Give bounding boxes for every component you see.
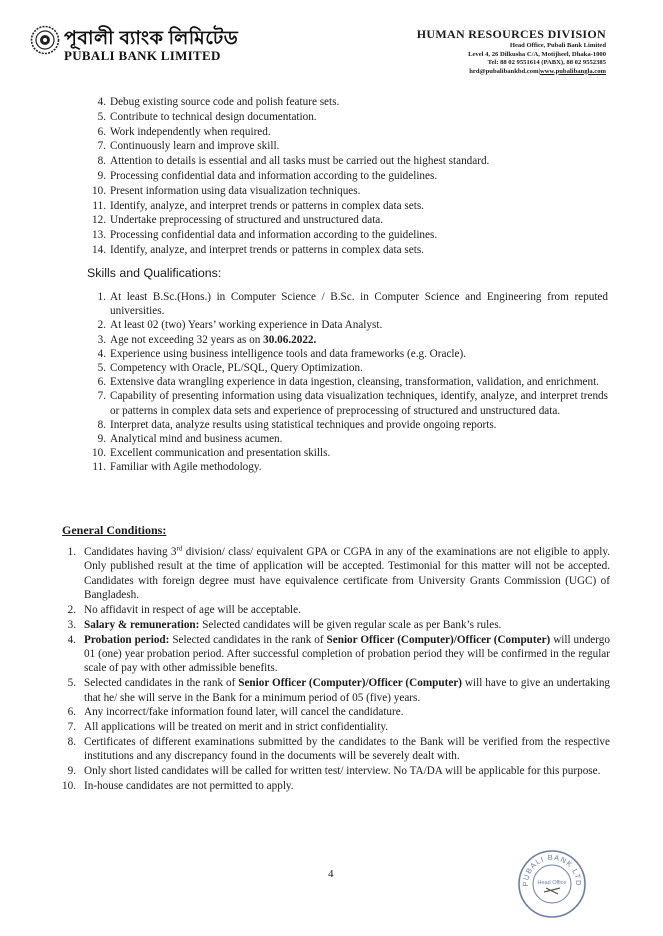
- list-item: 7. Continuously learn and improve skill.: [97, 140, 280, 153]
- list-item: 8. Interpret data, analyze results using statistical techniques and provide ongoing reports.: [97, 418, 497, 431]
- list-item: 10. In-house candidates are not permitted to apply.: [62, 780, 294, 793]
- list-item: 8. Certificates of different examinations submitted by the candidates to the Bank will be verified from the respective institutions and any discrepancy found in the documents will be severely dealt with.: [67, 736, 610, 763]
- list-item: 2. At least 02 (two) Years’ working experience in Data Analyst.: [97, 319, 383, 332]
- division-title: HUMAN RESOURCES DIVISION: [416, 27, 606, 41]
- list-item: 4. Experience using business intelligence tools and data frameworks (e.g. Oracle).: [97, 347, 467, 360]
- skills-heading: Skills and Qualifications:: [87, 266, 222, 280]
- contact-line: hrd@pubalibankbd.com|www.pubalibangla.com: [469, 67, 606, 75]
- address-line-2: Level 4, 26 Dilkusha C/A, Motijheel, Dhaka-1000: [468, 50, 606, 58]
- bank-name-bengali: পূবালী ব্যাংক লিমিটেড: [64, 28, 239, 49]
- list-item: 8. Attention to details is essential and all tasks must be carried out the highest standard.: [97, 155, 490, 168]
- list-item: 6. Extensive data wrangling experience in data ingestion, cleansing, transformation, validation, and enrichment.: [97, 376, 599, 389]
- seal-ring-text: PUBALI BANK LTD: [520, 852, 584, 887]
- list-item: 5. Competency with Oracle, PL/SQL, Query Optimization.: [97, 362, 363, 375]
- general-conditions-heading: General Conditions:: [62, 523, 167, 537]
- list-item: 14. Identify, analyze, and interpret trends or patterns in complex data sets.: [92, 243, 424, 256]
- list-item: 11. Familiar with Agile methodology.: [92, 461, 262, 474]
- list-item: 13. Processing confidential data and information according to the guidelines.: [92, 229, 438, 242]
- list-item: 9. Processing confidential data and information according to the guidelines.: [97, 169, 438, 182]
- skills-list: [86, 290, 608, 475]
- email-link[interactable]: hrd@pubalibankbd.com: [469, 67, 539, 75]
- page-number: 4: [328, 868, 334, 880]
- list-item: 5. Selected candidates in the rank of Senior Officer (Computer)/Officer (Computer) will have to give an undertaking that he/ she will serve in the Bank for a minimum period of 05 (five) years.: [67, 677, 611, 704]
- bank-logo-icon: [30, 25, 60, 55]
- bank-name-english: PUBALI BANK LIMITED: [64, 48, 221, 63]
- head-office-seal-icon: [516, 848, 588, 920]
- hr-contact-block: [417, 27, 606, 76]
- list-item: 6. Work independently when required.: [97, 125, 271, 138]
- list-item: 4. Debug existing source code and polish feature sets.: [97, 96, 340, 108]
- list-item: 2. No affidavit in respect of age will be acceptable.: [67, 604, 301, 617]
- phone-line: Tel: 88 02 9551614 (PABX), 88 02 9552385: [487, 59, 606, 67]
- list-item: 11. Identify, analyze, and interpret trends or patterns in complex data sets.: [92, 199, 424, 212]
- list-item: 10. Excellent communication and presentation skills.: [92, 447, 331, 460]
- website-link[interactable]: www.pubalibangla.com: [540, 67, 606, 75]
- seal-center-text: Head Office: [537, 880, 567, 886]
- list-item: 1. Candidates having 3rd division/ class/ equivalent GPA or CGPA in any of the examinations are not eligible to apply. Only published result at the time of application will be accepted. Testimonial for this matter will not be accepted. Candidates with foreign degree must have equivalence certificate from University Grants Commission (UGC) of Bangladesh.: [67, 544, 610, 602]
- list-item: 6. Any incorrect/fake information found later, will cancel the candidature.: [67, 706, 404, 719]
- list-item: 3. Salary & remuneration: Selected candidates will be given regular scale as per Bank’s rules.: [67, 618, 502, 631]
- list-item: 5. Contribute to technical design documentation.: [97, 110, 317, 123]
- list-item: 9. Analytical mind and business acumen.: [97, 433, 283, 446]
- list-item: 7. Capability of presenting information using data visualization techniques, identify, analyze, and interpret trends or patterns in complex data sets and experience of preprocessing of structured and unstructured data.: [97, 390, 608, 417]
- list-item: 7. All applications will be treated on merit and in strict confidentiality.: [67, 721, 389, 734]
- list-item: 12. Undertake preprocessing of structured and unstructured data.: [92, 214, 384, 227]
- list-item: 10. Present information using data visualization techniques.: [92, 184, 361, 197]
- list-item: 4. Probation period: Selected candidates in the rank of Senior Officer (Computer)/Officer (Computer) will undergo 01 (one) year probation period. After successful completion of probation period they will be confirmed in the regular scale of pay with other admissible benefits.: [67, 633, 610, 675]
- general-conditions-list: [60, 545, 610, 794]
- list-item: 3. Age not exceeding 32 years as on 30.06.2022.: [97, 333, 317, 346]
- letterhead: [0, 0, 663, 95]
- list-item: 1. At least B.Sc.(Hons.) in Computer Science / B.Sc. in Computer Science and Engineering from reputed universities.: [97, 291, 608, 318]
- responsibilities-list: [86, 95, 606, 258]
- address-line-1: Head Office, Pubali Bank Limited: [509, 42, 606, 49]
- list-item: 9. Only short listed candidates will be called for written test/ interview. No TA/DA will be applicable for this purpose.: [67, 765, 601, 778]
